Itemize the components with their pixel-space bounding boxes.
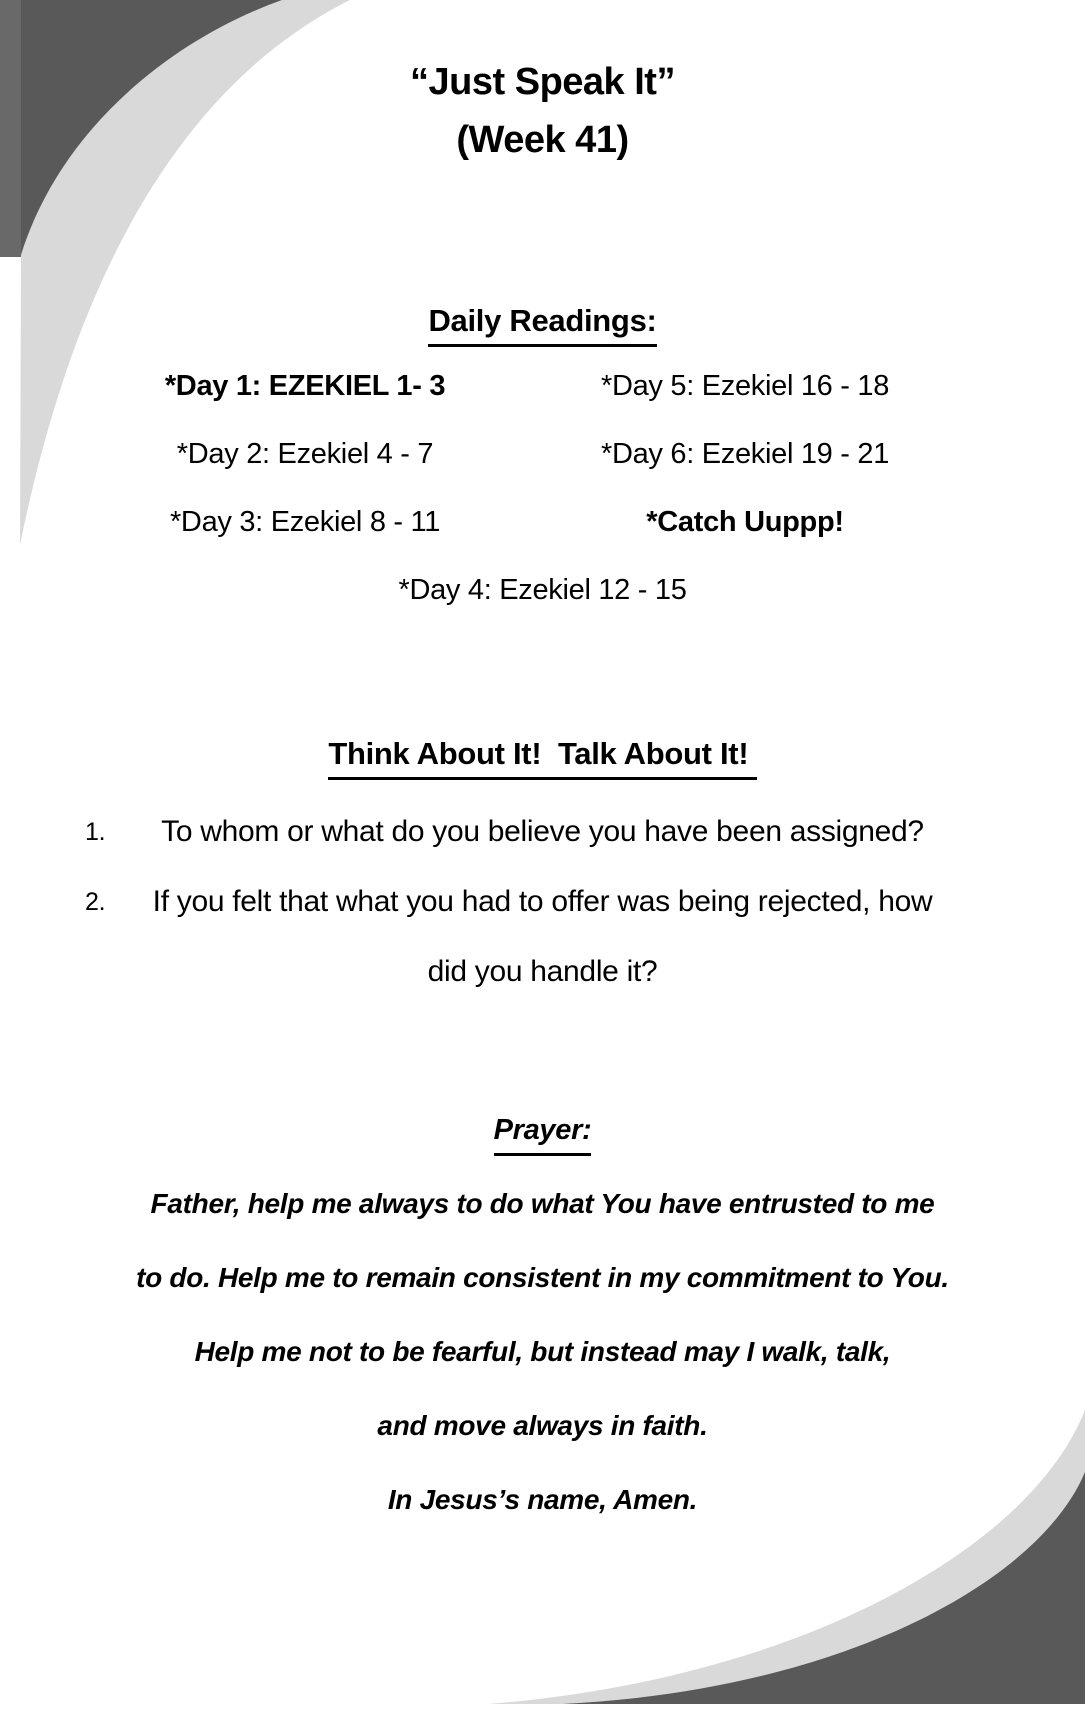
prayer-line-5: In Jesus’s name, Amen. [387,1484,698,1515]
question-2-continued [0,937,1085,1007]
prayer-line-3: Help me not to be fearful, but instead may I walk, talk, [194,1336,891,1367]
reading-day-1: *Day 1: EZEKIEL 1- 3 [164,370,446,402]
question-2-text-line2: did you handle it? [427,955,658,988]
page-title-line1: “Just Speak It” [410,61,675,103]
reading-catch-up: *Catch Uuppp! [646,506,844,538]
reading-day-2: *Day 2: Ezekiel 4 - 7 [176,438,434,470]
daily-readings-heading-text: Daily Readings: [428,299,656,347]
question-1-text: To whom or what do you believe you have been assigned? [161,815,924,848]
prayer-heading-text: Prayer: [494,1108,592,1156]
reading-day-5: *Day 5: Ezekiel 16 - 18 [600,370,890,402]
prayer-text [0,1167,1085,1537]
prayer-line-4: and move always in faith. [377,1410,708,1441]
discussion-heading [0,732,1085,780]
question-2 [0,867,1085,937]
page-title-line2: (Week 41) [456,119,629,161]
prayer-line-2: to do. Help me to remain consistent in my commitment to You. [136,1262,949,1293]
prayer-line-1: Father, help me always to do what You have entrusted to me [150,1188,935,1219]
prayer-heading [0,1108,1085,1156]
reading-day-6: *Day 6: Ezekiel 19 - 21 [600,438,890,470]
daily-readings-grid [85,352,965,556]
question-2-number: 2. [85,888,106,916]
question-2-text-line1: If you felt that what you had to offer was being rejected, how [152,885,933,918]
page-title [0,53,1085,169]
discussion-heading-text: Think About It! Talk About It! [328,732,756,780]
daily-readings-heading [0,299,1085,347]
discussion-questions [0,797,1085,1007]
reading-day-3: *Day 3: Ezekiel 8 - 11 [169,506,441,538]
reading-day-4: *Day 4: Ezekiel 12 - 15 [398,574,687,606]
question-1 [0,797,1085,867]
question-1-number: 1. [85,818,106,846]
